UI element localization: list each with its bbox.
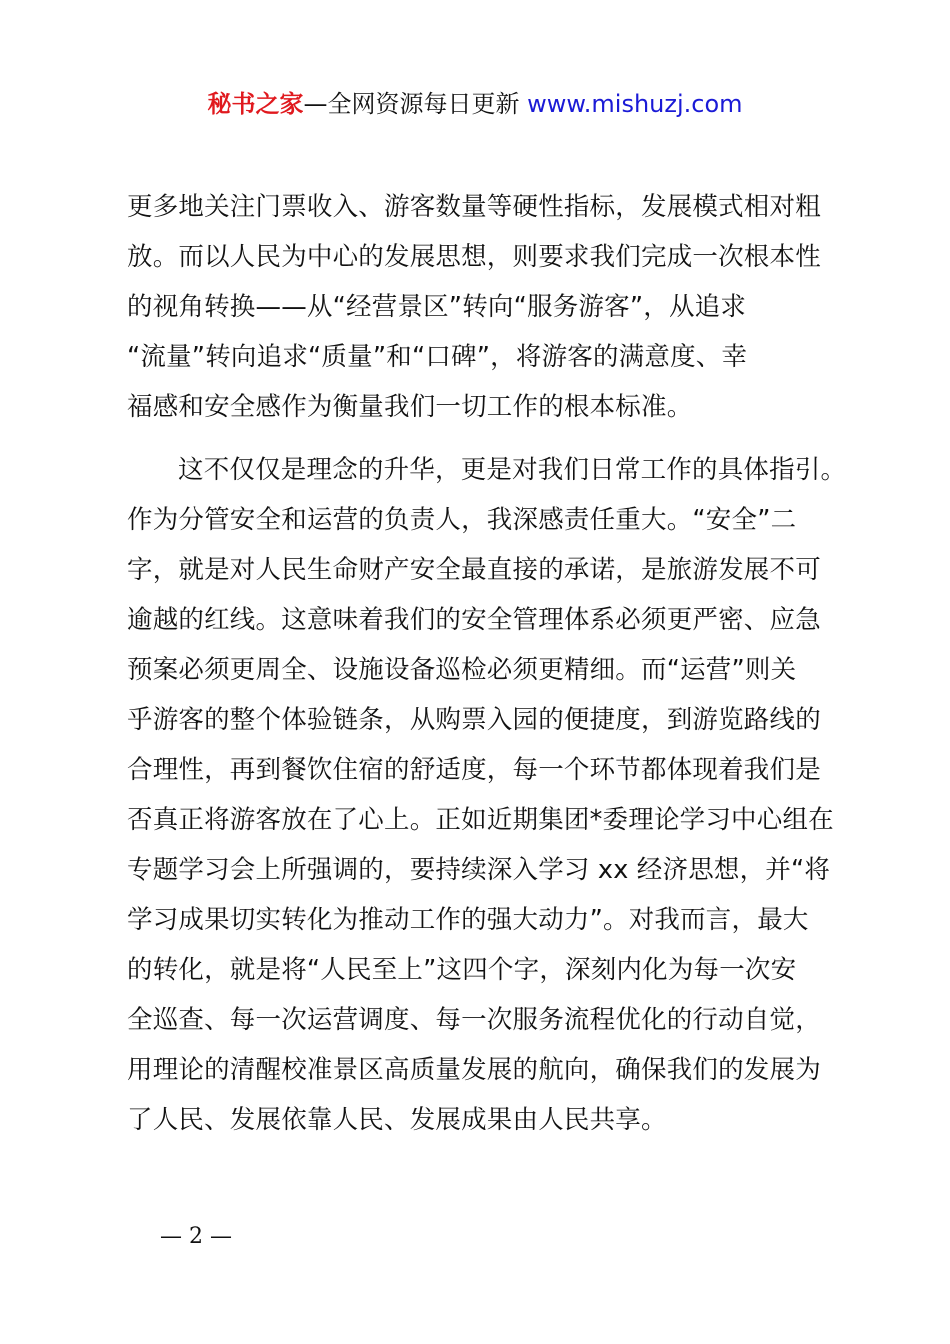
page-number: — 2 — xyxy=(160,1224,232,1249)
text-line: 用理论的清醒校准景区高质量发展的航向，确保我们的发展为 xyxy=(127,1055,821,1085)
text-line: 的转化，就是将“人民至上”这四个字，深刻内化为每一次安 xyxy=(127,955,797,985)
text-line: 预案必须更周全、设施设备巡检必须更精细。而“运营”则关 xyxy=(127,655,797,685)
text-line: 的视角转换——从“经营景区”转向“服务游客”，从追求 xyxy=(127,292,747,322)
text-line: 福感和安全感作为衡量我们一切工作的根本标准。 xyxy=(127,392,693,422)
paragraph-1 xyxy=(127,182,839,432)
banner-tagline: —全网资源每日更新 xyxy=(303,90,520,118)
site-banner xyxy=(0,88,950,120)
text-line: 这不仅仅是理念的升华，更是对我们日常工作的具体指引。 xyxy=(178,455,847,485)
text-line: 放。而以人民为中心的发展思想，则要求我们完成一次根本性 xyxy=(127,242,821,272)
site-url-link[interactable]: www.mishuzj.com xyxy=(527,90,743,118)
paragraph-spacer xyxy=(127,432,839,445)
text-line: 专题学习会上所强调的，要持续深入学习 xx 经济思想，并“将 xyxy=(127,855,831,885)
text-line: 否真正将游客放在了心上。正如近期集团*委理论学习中心组在 xyxy=(127,805,834,835)
text-line: 乎游客的整个体验链条，从购票入园的便捷度，到游览路线的 xyxy=(127,705,821,735)
text-line: 学习成果切实转化为推动工作的强大动力”。对我而言，最大 xyxy=(127,905,809,935)
text-line: 逾越的红线。这意味着我们的安全管理体系必须更严密、应急 xyxy=(127,605,821,635)
text-line: 了人民、发展依靠人民、发展成果由人民共享。 xyxy=(127,1105,667,1135)
text-line: “流量”转向追求“质量”和“口碑”，将游客的满意度、幸 xyxy=(127,342,748,372)
brand-name: 秘书之家 xyxy=(207,90,304,118)
text-line: 更多地关注门票收入、游客数量等硬性指标，发展模式相对粗 xyxy=(127,192,821,222)
text-line: 合理性，再到餐饮住宿的舒适度，每一个环节都体现着我们是 xyxy=(127,755,821,785)
text-line: 字，就是对人民生命财产安全最直接的承诺，是旅游发展不可 xyxy=(127,555,821,585)
paragraph-2 xyxy=(127,445,847,1145)
text-line: 全巡查、每一次运营调度、每一次服务流程优化的行动自觉， xyxy=(127,1005,821,1035)
document-body xyxy=(127,182,847,1145)
text-line: 作为分管安全和运营的负责人，我深感责任重大。“安全”二 xyxy=(127,505,797,535)
